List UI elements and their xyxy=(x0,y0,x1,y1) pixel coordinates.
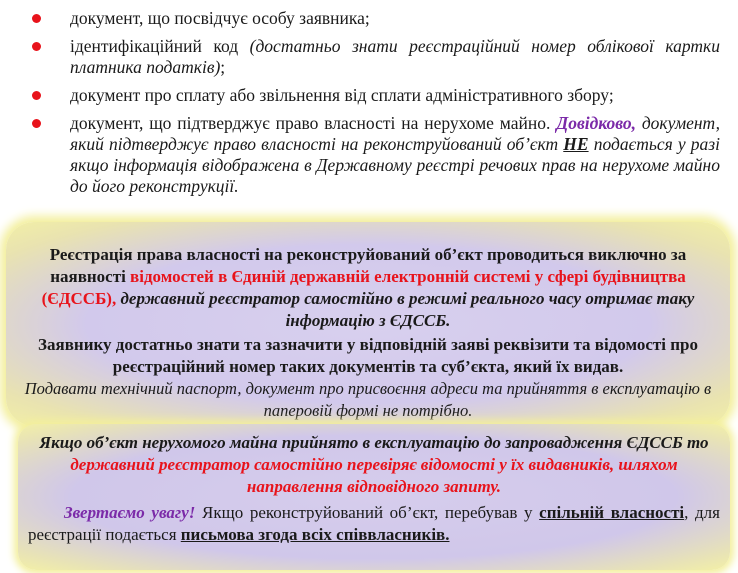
edssb-highlight: відомостей в Єдиній державній електронній системі у сфері будівництва (ЄДССБ), xyxy=(41,267,686,308)
box1-paragraph-1: Реєстрація права власності на реконструйований об’єкт проводиться виключно за наявності відомостей в Єдиній державній електронній системі у сфері будівництва (ЄДССБ), державний реєстратор самостійно в режимі реального часу отримає таку інформацію з ЄДССБ. xyxy=(41,245,695,330)
bullet-dot-icon xyxy=(32,91,41,100)
list-item: документ, що посвідчує особу заявника; xyxy=(30,8,720,29)
bullet-dot-icon xyxy=(32,42,41,51)
list-item: ідентифікаційний код (достатньо знати реєстраційний номер облікової картки платника податків); xyxy=(30,36,720,78)
reference-note-label: Довідково, xyxy=(556,113,636,133)
list-item: документ про сплату або звільнення від сплати адміністративного збору; xyxy=(30,85,720,106)
info-box-reconstruction xyxy=(6,222,730,426)
bullet-dot-icon xyxy=(32,14,41,23)
info-box-before-edssb xyxy=(18,424,730,570)
requirements-list xyxy=(30,8,720,204)
attention-label: Звертаємо увагу! xyxy=(64,503,196,522)
box1-paragraph-3: Подавати технічний паспорт, документ про присвоєння адреси та прийняття в експлуатацію в паперовій формі не потрібно. xyxy=(24,379,712,420)
box2-paragraph-1: Якщо об’єкт нерухомого майна прийнято в експлуатацію до запровадження ЄДССБ то державний реєстратор самостійно перевіряє відомості у їх видавників, шляхом направлення відповідного запиту. xyxy=(39,433,709,496)
box1-paragraph-2: Заявнику достатньо знати та зазначити у відповідній заяві реквізити та відомості про реєстраційний номер таких документів та суб’єкта, який їх видав. xyxy=(38,335,698,376)
bullet-dot-icon xyxy=(32,119,41,128)
box2-paragraph-2: Звертаємо увагу! Якщо реконструйований об’єкт, перебував у спільній власності, для реєстрації подається письмова згода всіх співвласників. xyxy=(28,503,720,544)
list-item: документ, що підтверджує право власності на нерухоме майно. Довідково, документ, який підтверджує право власності на реконструйований об’єкт НЕ подається у разі якщо інформація відображена в Державному реєстрі речових прав на нерухоме майно до його реконструкції. xyxy=(30,113,720,197)
